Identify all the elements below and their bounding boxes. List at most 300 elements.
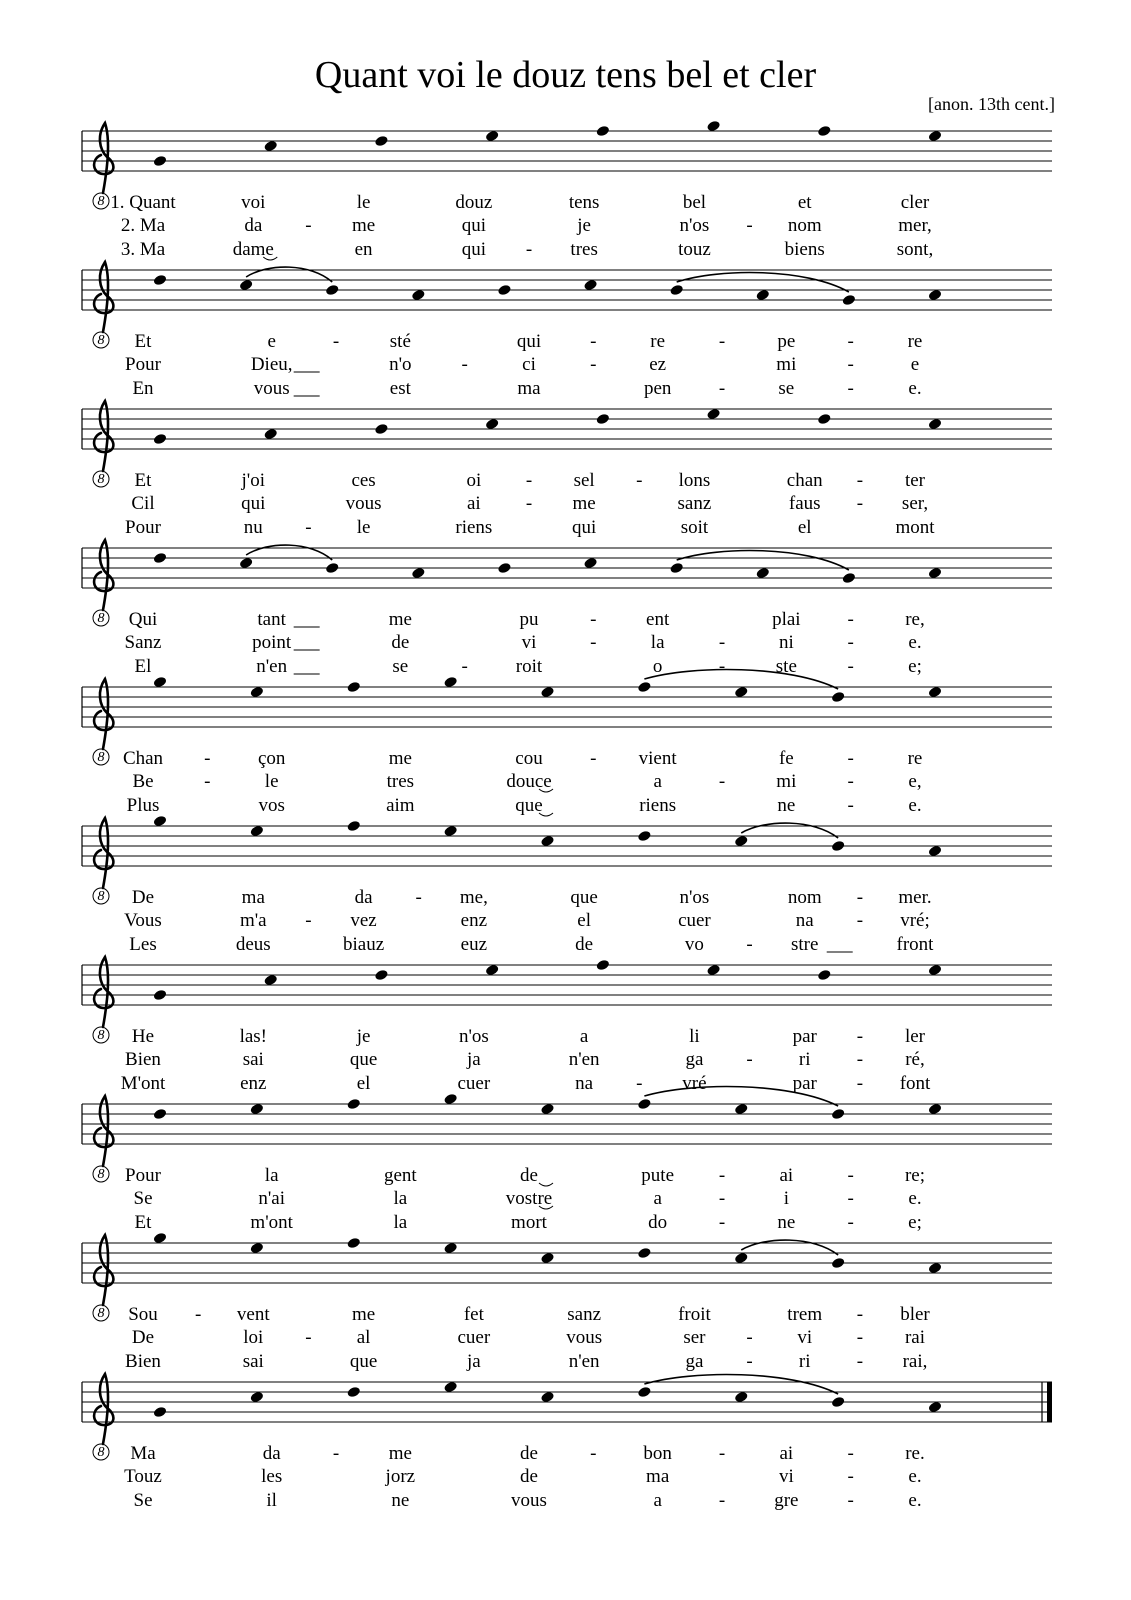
- note-head: [153, 552, 168, 565]
- lyric-syllable: ent: [646, 609, 670, 630]
- lyric-syllable: et: [797, 192, 812, 213]
- system-1: [82, 120, 1052, 260]
- system-3: [82, 401, 1052, 538]
- lyric-hyphen: -: [847, 632, 854, 653]
- lyric-syllable: la: [393, 1212, 408, 1233]
- lyric-syllable: la: [264, 1165, 279, 1186]
- lyric-syllable: aim: [386, 795, 415, 816]
- note-head: [153, 989, 168, 1002]
- lyric-syllable: vous: [511, 1490, 547, 1511]
- note-head: [831, 1108, 846, 1121]
- lyric-syllable: biens: [784, 239, 825, 260]
- treble-clef-icon: [94, 818, 113, 888]
- lyric-syllable: Pour: [125, 517, 161, 538]
- lyric-syllable: da: [244, 215, 263, 236]
- lyric-syllable: tres: [386, 771, 415, 792]
- lyric-syllable: i: [783, 1188, 789, 1209]
- lyric-syllable: trem: [787, 1304, 823, 1325]
- note-head: [583, 557, 598, 570]
- lyric-syllable: a: [653, 1490, 662, 1511]
- note-head: [250, 825, 265, 838]
- lyric-syllable: mi: [776, 354, 797, 375]
- lyric-syllable: e;: [908, 1212, 922, 1233]
- lyric-syllable: ma: [241, 887, 265, 908]
- lyric-syllable: la: [650, 632, 665, 653]
- lyric-syllable: Dieu,: [250, 354, 293, 375]
- treble-clef-icon: [94, 1235, 113, 1305]
- lyric-syllable: cler: [900, 192, 930, 213]
- lyric-syllable: da: [262, 1443, 281, 1464]
- lyric-syllable: oi: [466, 470, 482, 491]
- lyric-hyphen: -: [332, 1443, 340, 1464]
- lyric-syllable: pe: [777, 331, 796, 352]
- lyric-syllable: Pour: [125, 354, 161, 375]
- lyric-syllable: par: [792, 1073, 817, 1094]
- note-head: [411, 289, 426, 302]
- lyric-syllable: cuer: [457, 1327, 491, 1348]
- lyric-syllable: da: [354, 887, 373, 908]
- note-head: [443, 825, 458, 838]
- lyric-syllable: voi: [241, 192, 266, 213]
- lyric-syllable: vostre: [505, 1188, 553, 1209]
- lyric-hyphen: -: [856, 493, 864, 514]
- lyric-syllable: roit: [515, 656, 543, 677]
- lyric-syllable: ci: [522, 354, 536, 375]
- lyric-syllable: riens: [455, 517, 493, 538]
- lyric-syllable: sai: [242, 1049, 264, 1070]
- lyric-syllable: Vous: [124, 910, 162, 931]
- lyric-hyphen: -: [847, 609, 854, 630]
- lyric-syllable: il: [266, 1490, 277, 1511]
- lyric-hyphen: -: [525, 470, 533, 491]
- lyric-syllable: e.: [908, 1490, 922, 1511]
- lyric-syllable: les: [261, 1466, 283, 1487]
- note-head: [706, 964, 721, 977]
- lyric-syllable: gent: [383, 1165, 417, 1186]
- lyric-syllable: qui: [241, 493, 266, 514]
- note-head: [842, 572, 857, 585]
- lyric-syllable: ler: [904, 1026, 926, 1047]
- system-8: [82, 1087, 1052, 1233]
- lyric-syllable: que: [349, 1049, 378, 1070]
- lyric-syllable: Et: [134, 1212, 152, 1233]
- lyric-syllable: m'a: [239, 910, 267, 931]
- note-head: [540, 1103, 555, 1116]
- lyric-syllable: ja: [466, 1049, 481, 1070]
- lyric-syllable: De: [131, 887, 155, 908]
- lyric-hyphen: -: [718, 331, 726, 352]
- lyric-syllable: enz: [460, 910, 488, 931]
- lyric-syllable: tant: [257, 609, 286, 630]
- lyric-syllable: tres: [570, 239, 598, 260]
- lyric-hyphen: -: [746, 934, 753, 955]
- note-head: [346, 1386, 361, 1399]
- lyric-syllable: ces: [351, 470, 376, 491]
- lyric-hyphen: -: [305, 215, 312, 236]
- lyric-syllable: ma: [517, 378, 541, 399]
- lyric-syllable: a: [653, 771, 662, 792]
- note-head: [153, 1406, 168, 1419]
- note-head: [706, 120, 721, 133]
- note-head: [669, 284, 684, 297]
- note-head: [153, 1108, 168, 1121]
- lyric-syllable: qui: [461, 239, 486, 260]
- lyric-hyphen: -: [305, 1327, 312, 1348]
- lyric-syllable: vez: [350, 910, 377, 931]
- lyric-syllable: ni: [778, 632, 794, 653]
- lyric-syllable: est: [389, 378, 411, 399]
- lyric-hyphen: -: [847, 331, 854, 352]
- note-head: [497, 284, 512, 297]
- system-6: [82, 815, 1052, 955]
- note-head: [153, 433, 168, 446]
- lyric-syllable: ré,: [905, 1049, 925, 1070]
- lyric-syllable: re;: [904, 1165, 926, 1186]
- note-head: [346, 681, 361, 694]
- lyric-syllable: Touz: [124, 1466, 162, 1487]
- note-head: [595, 125, 610, 138]
- lyric-syllable: faus: [788, 493, 821, 514]
- lyric-syllable: qui: [516, 331, 542, 352]
- note-head: [540, 1391, 555, 1404]
- note-head: [928, 1262, 943, 1275]
- lyric-syllable: vous: [345, 493, 382, 514]
- note-head: [374, 423, 389, 436]
- lyric-hyphen: -: [461, 354, 468, 375]
- treble-clef-icon: [94, 957, 113, 1027]
- note-head: [831, 1257, 846, 1270]
- treble-clef-icon: [94, 540, 113, 610]
- lyric-syllable: M'ont: [120, 1073, 166, 1094]
- slur: [677, 551, 849, 570]
- lyric-hyphen: -: [847, 1165, 854, 1186]
- lyric-syllable: Bien: [125, 1049, 161, 1070]
- lyric-syllable: cuer: [457, 1073, 491, 1094]
- lyric-syllable: jorz: [385, 1466, 416, 1487]
- note-head: [250, 1242, 265, 1255]
- lyric-syllable: soit: [680, 517, 709, 538]
- note-head: [734, 1391, 749, 1404]
- lyric-syllable: Qui: [128, 609, 158, 630]
- note-head: [443, 1381, 458, 1394]
- note-head: [595, 959, 610, 972]
- lyric-syllable: vi: [778, 1466, 794, 1487]
- lyric-syllable: me: [388, 609, 412, 630]
- lyric-syllable: cuer: [678, 910, 711, 931]
- lyric-syllable: ai: [466, 493, 481, 514]
- lyric-syllable: stre: [790, 934, 819, 955]
- lyric-syllable: n'o: [389, 354, 412, 375]
- lyric-syllable: sanz: [567, 1304, 602, 1325]
- note-head: [153, 274, 168, 287]
- note-head: [831, 1396, 846, 1409]
- lyric-syllable: çon: [257, 748, 286, 769]
- note-head: [250, 1391, 265, 1404]
- lyric-hyphen: -: [590, 748, 597, 769]
- lyric-syllable: ma: [646, 1466, 670, 1487]
- lyric-hyphen: -: [718, 1212, 726, 1233]
- lyric-syllable: ri: [798, 1049, 811, 1070]
- lyric-hyphen: -: [718, 1490, 726, 1511]
- lyric-hyphen: -: [856, 470, 864, 491]
- lyric-syllable: que: [349, 1351, 378, 1372]
- lyric-syllable: bel: [682, 192, 707, 213]
- lyric-syllable: n'ai: [258, 1188, 285, 1209]
- lyric-syllable: je: [356, 1026, 371, 1047]
- lyric-syllable: front: [896, 934, 934, 955]
- lyric-syllable: Sou: [128, 1304, 158, 1325]
- note-head: [928, 1401, 943, 1414]
- octave-clef-mark: 8: [97, 1167, 105, 1182]
- note-head: [153, 815, 168, 828]
- slur: [677, 273, 849, 292]
- lyric-syllable: cou: [515, 748, 543, 769]
- lyric-syllable: pen: [643, 378, 672, 399]
- lyric-syllable: el: [356, 1073, 371, 1094]
- lyric-syllable: vi: [521, 632, 537, 653]
- lyric-syllable: ste: [775, 656, 797, 677]
- lyric-syllable: bon: [643, 1443, 672, 1464]
- system-7: [82, 957, 1052, 1094]
- note-head: [374, 135, 389, 148]
- lyric-syllable: loi: [243, 1327, 264, 1348]
- note-head: [842, 294, 857, 307]
- lyric-syllable: de: [575, 934, 594, 955]
- lyric-syllable: sanz: [677, 493, 712, 514]
- lyric-syllable: n'en: [256, 656, 288, 677]
- lyric-syllable: re,: [905, 609, 925, 630]
- lyric-hyphen: -: [718, 771, 726, 792]
- note-head: [706, 408, 721, 421]
- lyric-syllable: e: [267, 331, 276, 352]
- lyric-hyphen: -: [332, 331, 340, 352]
- lyric-syllable: ez: [649, 354, 667, 375]
- lyric-syllable: vré;: [900, 910, 930, 931]
- lyric-syllable: de: [520, 1443, 538, 1464]
- lyric-syllable: na: [795, 910, 814, 931]
- lyric-syllable: vos: [258, 795, 285, 816]
- note-head: [485, 418, 500, 431]
- note-head: [734, 686, 749, 699]
- lyric-hyphen: -: [718, 1188, 726, 1209]
- note-head: [928, 130, 943, 143]
- lyric-syllable: nom: [787, 215, 822, 236]
- lyric-syllable: froit: [678, 1304, 711, 1325]
- lyric-syllable: m'ont: [250, 1212, 293, 1233]
- lyric-syllable: rai: [904, 1327, 926, 1348]
- final-barline-thick: [1047, 1382, 1052, 1422]
- note-head: [263, 428, 278, 441]
- note-head: [734, 1252, 749, 1265]
- lyric-syllable: se: [778, 378, 795, 399]
- lyric-hyphen: -: [847, 354, 854, 375]
- note-head: [485, 130, 500, 143]
- lyric-hyphen: -: [856, 910, 864, 931]
- lyric-hyphen: -: [590, 1443, 597, 1464]
- note-head: [263, 974, 278, 987]
- lyric-hyphen: -: [305, 910, 312, 931]
- lyric-syllable: ai: [779, 1165, 794, 1186]
- lyric-syllable: la: [393, 1188, 408, 1209]
- lyric-syllable: li: [689, 1026, 700, 1047]
- note-head: [755, 289, 770, 302]
- lyric-syllable: en: [354, 239, 373, 260]
- lyric-syllable: mer,: [898, 215, 932, 236]
- lyric-hyphen: -: [305, 517, 312, 538]
- lyric-syllable: ri: [798, 1351, 811, 1372]
- lyric-syllable: n'en: [568, 1351, 600, 1372]
- note-head: [637, 1247, 652, 1260]
- lyric-hyphen: -: [847, 795, 854, 816]
- lyric-syllable: biauz: [342, 934, 385, 955]
- lyric-syllable: me,: [459, 887, 488, 908]
- lyric-syllable: ne: [777, 1212, 796, 1233]
- lyric-hyphen: -: [590, 609, 597, 630]
- lyric-hyphen: -: [718, 378, 726, 399]
- lyric-syllable: ai: [779, 1443, 794, 1464]
- lyric-syllable: Cil: [131, 493, 155, 514]
- note-head: [346, 1237, 361, 1250]
- lyric-syllable: plai: [772, 609, 801, 630]
- lyric-syllable: ne: [777, 795, 796, 816]
- lyric-syllable: lons: [678, 470, 711, 491]
- lyric-syllable: sai: [242, 1351, 264, 1372]
- lyric-syllable: point: [252, 632, 292, 653]
- lyric-syllable: qui: [572, 517, 597, 538]
- lyric-syllable: ser,: [901, 493, 929, 514]
- lyric-syllable: e.: [908, 1466, 922, 1487]
- note-head: [540, 1252, 555, 1265]
- note-head: [325, 562, 340, 575]
- lyric-syllable: chan: [786, 470, 823, 491]
- lyric-hyphen: -: [856, 1073, 864, 1094]
- lyric-syllable: fe: [778, 748, 794, 769]
- note-head: [928, 418, 943, 431]
- lyric-hyphen: -: [847, 1466, 854, 1487]
- lyric-syllable: de: [391, 632, 410, 653]
- lyric-syllable: do: [648, 1212, 668, 1233]
- lyric-syllable: vré: [682, 1073, 707, 1094]
- note-head: [250, 686, 265, 699]
- lyric-syllable: enz: [240, 1073, 267, 1094]
- note-head: [239, 279, 254, 292]
- note-head: [250, 1103, 265, 1116]
- lyric-syllable: re: [907, 331, 923, 352]
- system-10: [82, 1374, 1052, 1511]
- lyric-syllable: ja: [466, 1351, 481, 1372]
- lyric-syllable: na: [575, 1073, 594, 1094]
- lyric-elision: [539, 1183, 553, 1186]
- lyric-syllable: He: [131, 1026, 155, 1047]
- lyric-syllable: 1. Quant: [110, 192, 176, 213]
- lyric-syllable: bler: [900, 1304, 930, 1325]
- lyric-syllable: fet: [463, 1304, 484, 1325]
- note-head: [928, 1103, 943, 1116]
- lyric-syllable: de: [520, 1165, 538, 1186]
- note-head: [595, 413, 610, 426]
- lyric-hyphen: -: [856, 1304, 864, 1325]
- octave-clef-mark: 8: [97, 194, 105, 209]
- lyric-syllable: ne: [391, 1490, 410, 1511]
- lyric-hyphen: -: [746, 1327, 753, 1348]
- lyric-hyphen: -: [718, 632, 726, 653]
- treble-clef-icon: [94, 1374, 113, 1444]
- note-head: [637, 830, 652, 843]
- lyric-syllable: En: [132, 378, 154, 399]
- lyric-hyphen: -: [718, 1443, 726, 1464]
- lyric-syllable: sont,: [896, 239, 934, 260]
- lyric-syllable: Pour: [125, 1165, 161, 1186]
- lyric-syllable: pute: [641, 1165, 675, 1186]
- lyric-syllable: deus: [235, 934, 271, 955]
- note-head: [583, 279, 598, 292]
- lyric-hyphen: -: [847, 771, 854, 792]
- note-head: [928, 686, 943, 699]
- lyric-hyphen: -: [847, 1188, 854, 1209]
- lyric-syllable: gre: [774, 1490, 799, 1511]
- lyric-syllable: o: [652, 656, 663, 677]
- lyric-hyphen: -: [590, 354, 597, 375]
- octave-clef-mark: 8: [97, 333, 105, 348]
- lyric-hyphen: -: [461, 656, 468, 677]
- lyric-syllable: mort: [511, 1212, 547, 1233]
- lyric-syllable: que: [515, 795, 543, 816]
- lyric-syllable: vent: [236, 1304, 270, 1325]
- lyric-hyphen: -: [847, 656, 854, 677]
- lyric-hyphen: -: [194, 1304, 202, 1325]
- treble-clef-icon: [94, 123, 113, 193]
- lyric-syllable: me: [572, 493, 596, 514]
- lyric-syllable: le: [356, 192, 371, 213]
- note-head: [239, 557, 254, 570]
- lyric-syllable: vient: [638, 748, 677, 769]
- lyric-syllable: mont: [895, 517, 935, 538]
- system-5: [82, 670, 1052, 816]
- system-4: [82, 540, 1052, 677]
- lyric-syllable: Plus: [126, 795, 160, 816]
- note-head: [817, 413, 832, 426]
- lyric-syllable: Et: [134, 470, 152, 491]
- note-head: [734, 835, 749, 848]
- octave-clef-mark: 8: [97, 611, 105, 626]
- lyric-syllable: sel: [573, 470, 595, 491]
- lyric-syllable: sté: [389, 331, 411, 352]
- lyric-hyphen: -: [718, 656, 726, 677]
- lyric-syllable: el: [797, 517, 812, 538]
- lyric-hyphen: -: [847, 1490, 854, 1511]
- note-head: [485, 964, 500, 977]
- lyric-syllable: n'os: [679, 215, 710, 236]
- lyric-syllable: le: [264, 771, 279, 792]
- lyric-syllable: mer.: [898, 887, 932, 908]
- octave-clef-mark: 8: [97, 750, 105, 765]
- note-head: [637, 1098, 652, 1111]
- composer-attribution: [anon. 13th cent.]: [928, 94, 1055, 114]
- lyric-hyphen: -: [636, 1073, 643, 1094]
- lyric-syllable: me: [388, 1443, 412, 1464]
- note-head: [540, 686, 555, 699]
- note-head: [374, 969, 389, 982]
- note-head: [153, 155, 168, 168]
- lyric-syllable: j'oi: [241, 470, 266, 491]
- lyric-syllable: par: [792, 1026, 817, 1047]
- lyric-syllable: Chan: [122, 748, 164, 769]
- lyric-hyphen: -: [590, 331, 597, 352]
- lyric-syllable: Se: [133, 1188, 153, 1209]
- note-head: [153, 1232, 168, 1245]
- lyric-syllable: Et: [134, 331, 152, 352]
- note-head: [755, 567, 770, 580]
